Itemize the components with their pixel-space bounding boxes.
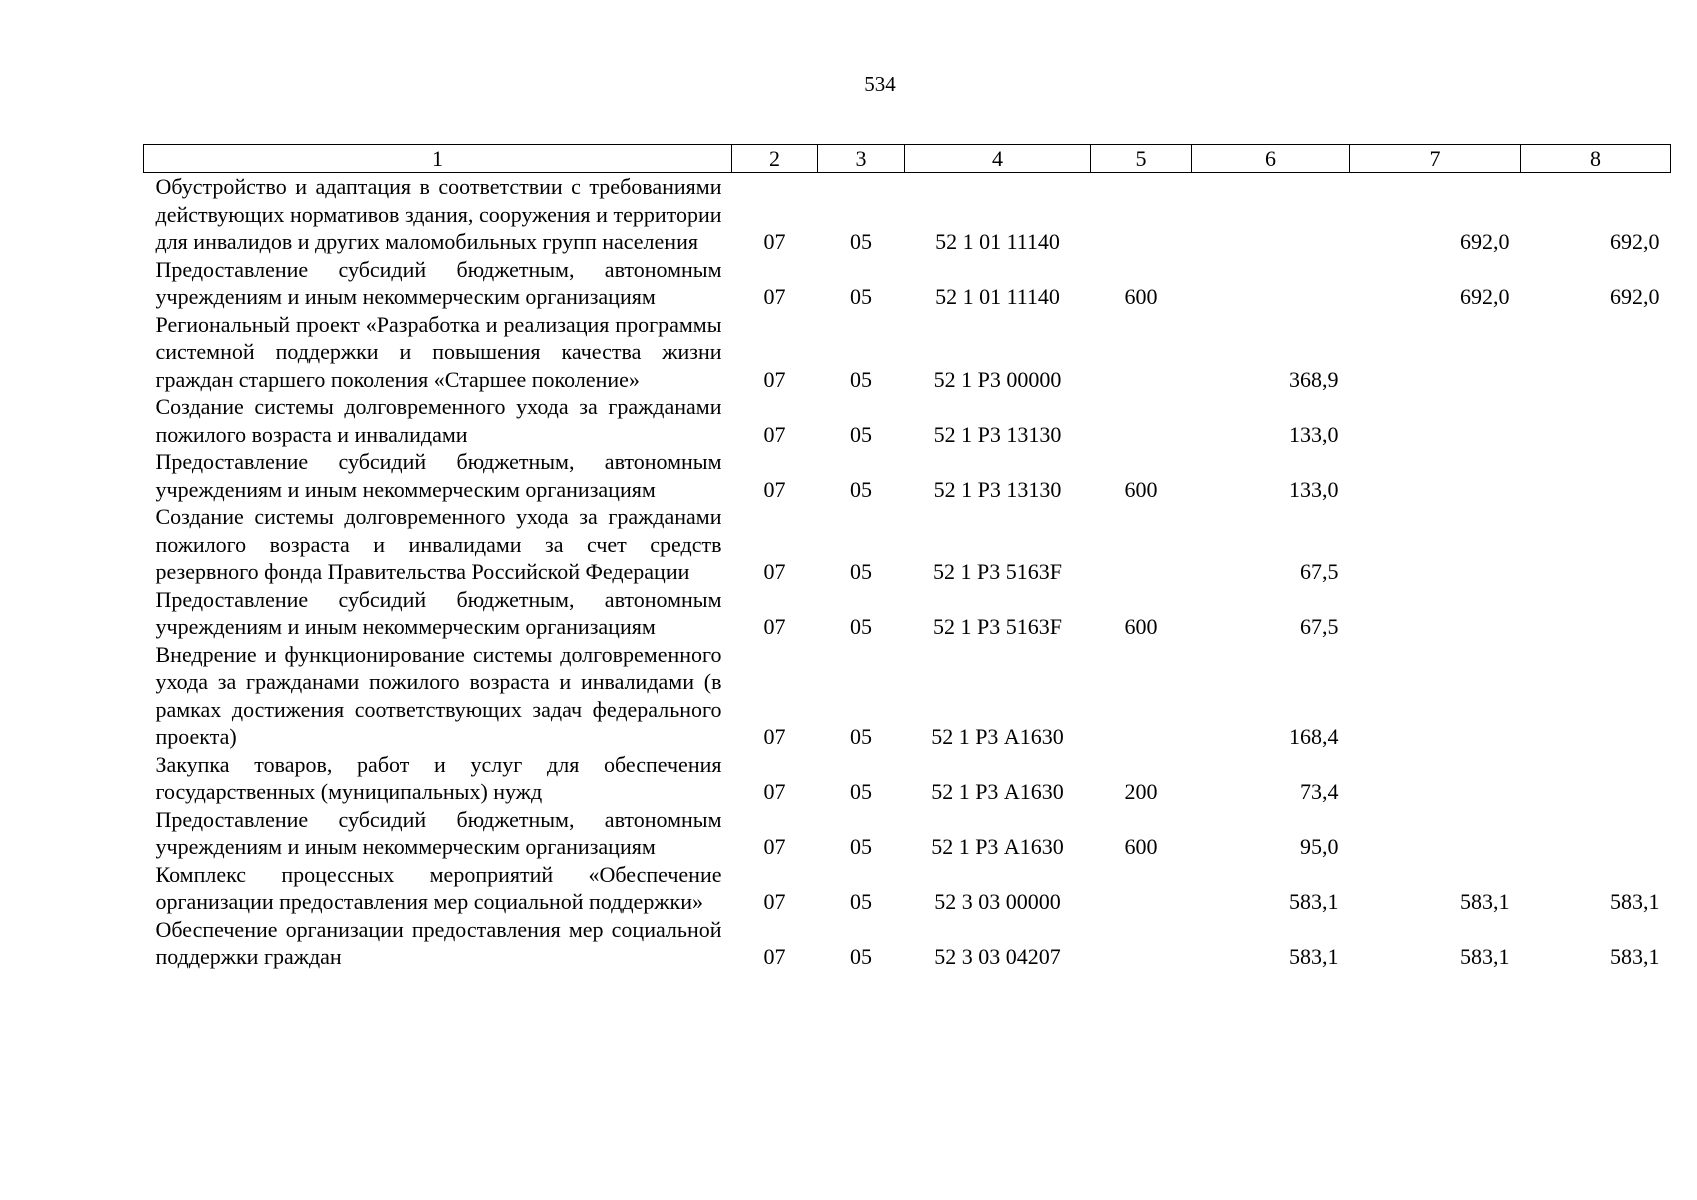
budget-table bbox=[143, 144, 1671, 971]
section-code: 07 bbox=[763, 366, 786, 392]
amount-col8: 692,0 bbox=[1610, 229, 1660, 254]
table-body bbox=[144, 173, 1671, 971]
amount-col6 bbox=[1192, 173, 1350, 256]
target-article-code: 52 1 Р3 А1630 bbox=[931, 779, 1064, 804]
expense-type-code: 600 bbox=[1124, 476, 1158, 502]
amount-col7 bbox=[1350, 751, 1521, 806]
table-row bbox=[144, 751, 1671, 806]
amount-col7: 692,0 bbox=[1460, 284, 1510, 309]
section-code: 07 bbox=[763, 889, 786, 914]
amount-col7: 692,0 bbox=[1460, 229, 1510, 254]
table-row bbox=[144, 256, 1671, 311]
amount-col8 bbox=[1521, 393, 1671, 448]
amount-col6: 368,9 bbox=[1289, 366, 1339, 392]
amount-col8 bbox=[1521, 448, 1671, 503]
amount-col8: 583,1 bbox=[1610, 944, 1660, 969]
section-code: 07 bbox=[763, 284, 786, 309]
amount-col7 bbox=[1350, 393, 1521, 448]
amount-col7 bbox=[1350, 586, 1521, 641]
expense-type-code bbox=[1091, 503, 1192, 586]
subsection-code: 05 bbox=[850, 889, 872, 914]
row-description: Создание системы долговременного ухода за гражданами пожилого возраста и инвалидами за счет средств резервного фонда Правительства Российской Федерации bbox=[155, 504, 722, 584]
amount-col8 bbox=[1521, 503, 1671, 586]
section-code: 07 bbox=[763, 559, 786, 584]
subsection-code: 05 bbox=[850, 559, 872, 584]
target-article-code: 52 3 03 00000 bbox=[934, 889, 1061, 914]
subsection-code: 05 bbox=[850, 421, 872, 447]
subsection-code: 05 bbox=[850, 366, 872, 392]
table-row bbox=[144, 806, 1671, 861]
amount-col6: 133,0 bbox=[1289, 476, 1339, 502]
row-description: Комплекс процессных мероприятий «Обеспечение организации предоставления мер социальной поддержки» bbox=[155, 861, 722, 914]
amount-col7 bbox=[1350, 641, 1521, 751]
target-article-code: 52 1 Р3 13130 bbox=[933, 476, 1062, 502]
row-description: Предоставление субсидий бюджетным, автономным учреждениям и иным некоммерческим организациям bbox=[155, 806, 722, 859]
section-code: 07 bbox=[763, 944, 786, 969]
amount-col8: 583,1 bbox=[1610, 889, 1660, 914]
table-row bbox=[144, 586, 1671, 641]
amount-col6: 73,4 bbox=[1300, 779, 1339, 804]
expense-type-code bbox=[1091, 861, 1192, 916]
amount-col8: 692,0 bbox=[1610, 284, 1660, 309]
target-article-code: 52 1 Р3 А1630 bbox=[931, 724, 1064, 749]
amount-col6: 67,5 bbox=[1300, 614, 1339, 639]
column-header-5: 5 bbox=[1091, 145, 1192, 173]
amount-col7 bbox=[1350, 448, 1521, 503]
amount-col7 bbox=[1350, 503, 1521, 586]
table-row bbox=[144, 311, 1671, 394]
target-article-code: 52 1 01 11140 bbox=[935, 284, 1060, 309]
row-description: Региональный проект «Разработка и реализация программы системной поддержки и повышения качества жизни граждан старшего поколения «Старшее поколение» bbox=[155, 311, 722, 392]
subsection-code: 05 bbox=[850, 476, 872, 502]
expense-type-code bbox=[1091, 393, 1192, 448]
section-code: 07 bbox=[763, 724, 786, 749]
column-header-2: 2 bbox=[732, 145, 818, 173]
expense-type-code: 600 bbox=[1124, 284, 1158, 309]
table-header bbox=[144, 145, 1671, 173]
header-row bbox=[144, 145, 1671, 173]
table-row bbox=[144, 641, 1671, 751]
amount-col7: 583,1 bbox=[1460, 889, 1510, 914]
subsection-code: 05 bbox=[850, 614, 872, 639]
subsection-code: 05 bbox=[850, 944, 872, 969]
section-code: 07 bbox=[763, 229, 786, 254]
amount-col6: 133,0 bbox=[1289, 421, 1339, 447]
amount-col6: 168,4 bbox=[1289, 724, 1339, 749]
amount-col6 bbox=[1192, 256, 1350, 311]
subsection-code: 05 bbox=[850, 724, 872, 749]
row-description: Закупка товаров, работ и услуг для обеспечения государственных (муниципальных) нужд bbox=[155, 751, 722, 804]
row-description: Создание системы долговременного ухода за гражданами пожилого возраста и инвалидами bbox=[155, 394, 722, 447]
column-header-7: 7 bbox=[1350, 145, 1521, 173]
subsection-code: 05 bbox=[850, 834, 872, 859]
section-code: 07 bbox=[763, 779, 786, 804]
expense-type-code bbox=[1091, 641, 1192, 751]
column-header-1: 1 bbox=[144, 145, 732, 173]
target-article-code: 52 3 03 04207 bbox=[934, 944, 1061, 969]
amount-col6: 67,5 bbox=[1300, 559, 1339, 584]
amount-col6: 583,1 bbox=[1289, 889, 1339, 914]
section-code: 07 bbox=[763, 421, 786, 447]
page-number: 534 bbox=[864, 72, 896, 96]
subsection-code: 05 bbox=[850, 779, 872, 804]
amount-col8 bbox=[1521, 641, 1671, 751]
target-article-code: 52 1 Р3 5163F bbox=[933, 614, 1062, 639]
target-article-code: 52 1 Р3 13130 bbox=[933, 421, 1062, 447]
table-row bbox=[144, 861, 1671, 916]
table-row bbox=[144, 503, 1671, 586]
column-header-6: 6 bbox=[1192, 145, 1350, 173]
table-row bbox=[144, 173, 1671, 256]
expense-type-code bbox=[1091, 173, 1192, 256]
amount-col8 bbox=[1521, 586, 1671, 641]
amount-col8 bbox=[1521, 311, 1671, 394]
row-description: Обустройство и адаптация в соответствии с требованиями действующих нормативов здания, сооружения и территории для инвалидов и других маломобильных групп населения bbox=[155, 174, 722, 254]
target-article-code: 52 1 Р3 А1630 bbox=[931, 834, 1064, 859]
target-article-code: 52 1 Р3 5163F bbox=[933, 559, 1062, 584]
amount-col7: 583,1 bbox=[1460, 944, 1510, 969]
row-description: Обеспечение организации предоставления мер социальной поддержки граждан bbox=[155, 916, 722, 969]
table-row bbox=[144, 448, 1671, 503]
amount-col7 bbox=[1350, 806, 1521, 861]
table-row bbox=[144, 393, 1671, 448]
column-header-4: 4 bbox=[905, 145, 1091, 173]
table-row bbox=[144, 916, 1671, 971]
expense-type-code bbox=[1091, 916, 1192, 971]
expense-type-code: 200 bbox=[1124, 779, 1158, 804]
amount-col8 bbox=[1521, 806, 1671, 861]
expense-type-code: 600 bbox=[1124, 614, 1158, 639]
target-article-code: 52 1 Р3 00000 bbox=[933, 366, 1062, 392]
row-description: Внедрение и функционирование системы долговременного ухода за гражданами пожилого возраста и инвалидами (в рамках достижения соответствующих задач федерального проекта) bbox=[155, 641, 722, 749]
subsection-code: 05 bbox=[850, 284, 872, 309]
amount-col8 bbox=[1521, 751, 1671, 806]
amount-col7 bbox=[1350, 311, 1521, 394]
amount-col6: 95,0 bbox=[1300, 834, 1339, 859]
section-code: 07 bbox=[763, 834, 786, 859]
column-header-3: 3 bbox=[818, 145, 905, 173]
row-description: Предоставление субсидий бюджетным, автономным учреждениям и иным некоммерческим организациям bbox=[155, 449, 722, 502]
amount-col6: 583,1 bbox=[1289, 944, 1339, 969]
row-description: Предоставление субсидий бюджетным, автономным учреждениям и иным некоммерческим организациям bbox=[155, 256, 722, 309]
subsection-code: 05 bbox=[850, 229, 872, 254]
section-code: 07 bbox=[763, 476, 786, 502]
expense-type-code bbox=[1091, 311, 1192, 394]
expense-type-code: 600 bbox=[1124, 834, 1158, 859]
target-article-code: 52 1 01 11140 bbox=[935, 229, 1060, 254]
section-code: 07 bbox=[763, 614, 786, 639]
row-description: Предоставление субсидий бюджетным, автономным учреждениям и иным некоммерческим организациям bbox=[155, 586, 722, 639]
column-header-8: 8 bbox=[1521, 145, 1671, 173]
